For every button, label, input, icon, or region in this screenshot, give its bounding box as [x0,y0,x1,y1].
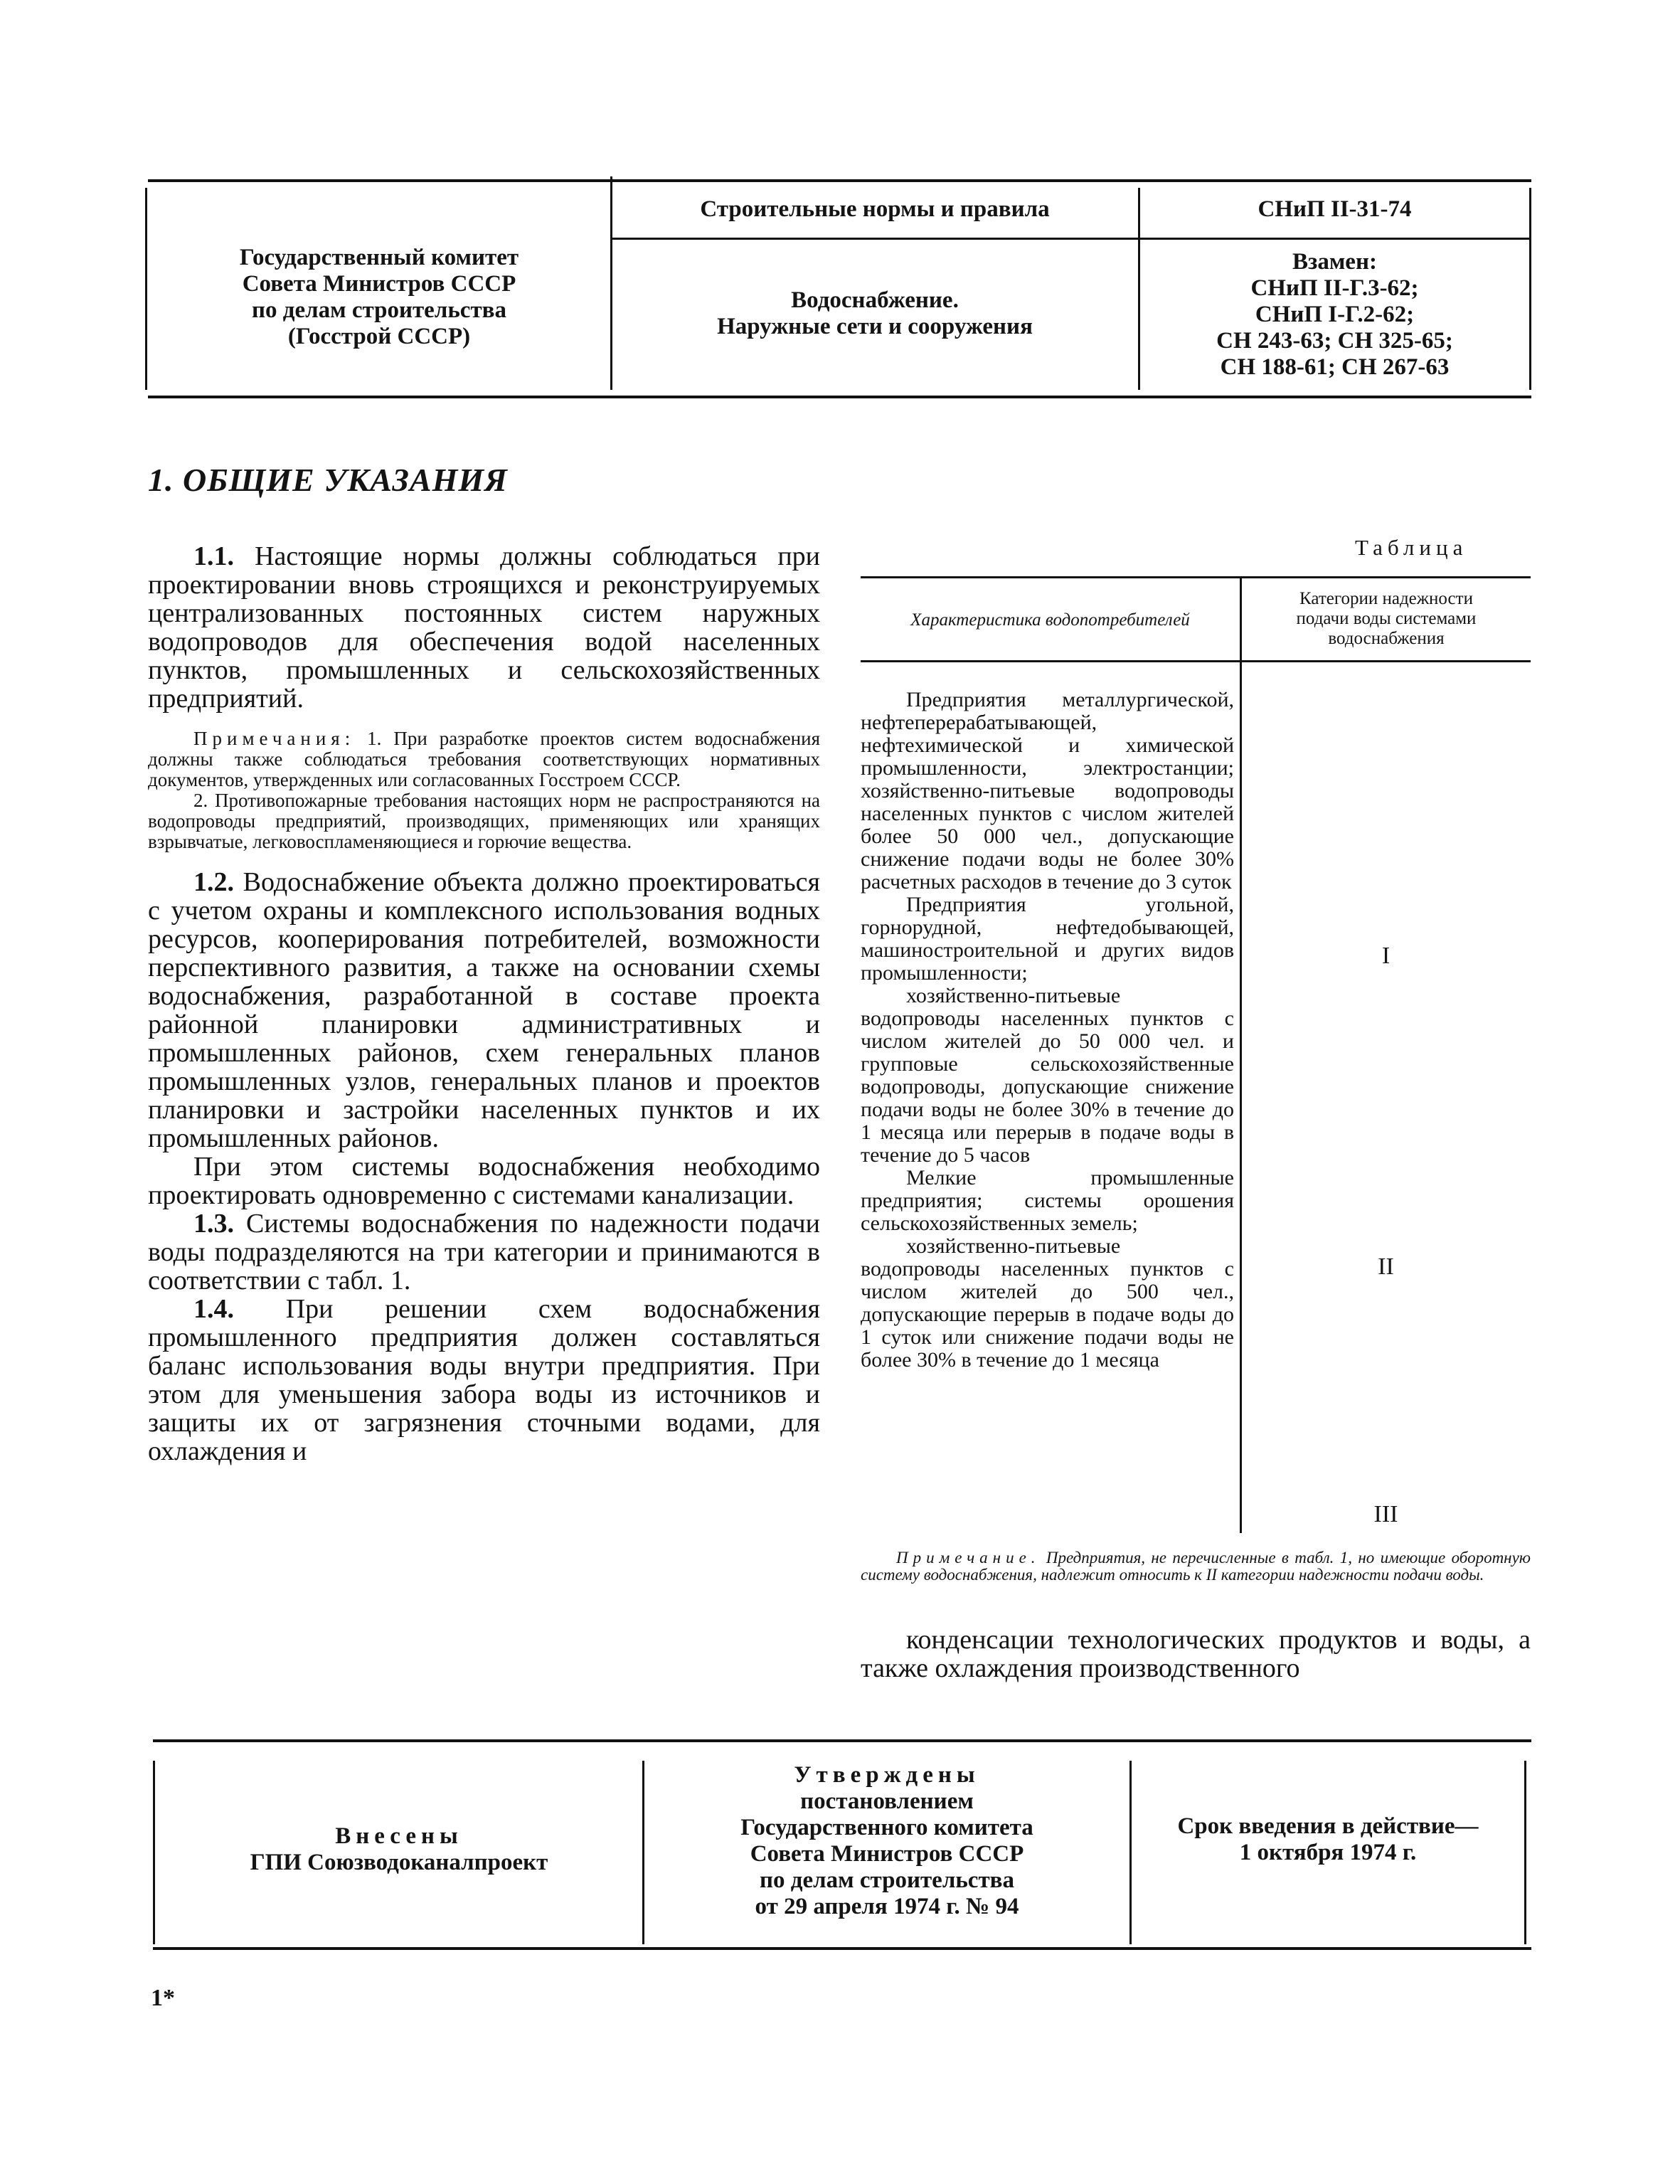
header-block [148,179,1531,398]
table-col-divider [1240,576,1242,1533]
header-org: Государственный комитет Совета Министров СССР по делам строительства (Госстрой СССР) [239,245,519,349]
table-label: Таблица [1355,535,1468,560]
category-3: III [1373,1501,1398,1527]
notes: Примечания: 1. При разработке проектов систем водоснабжения должны также соблюдаться требования соответствующих нормативных документов, утвержденных или согласованных Госстроем СССР. [148,728,820,790]
footer-introduced: Внесены ГПИ Союзводоканалпроект [250,1823,548,1875]
paragraph-1-2-cont: При этом системы водоснабжения необходимо проектировать одновременно с системами канализации. [148,1152,820,1210]
table-header-col2: Категории надежности подачи воды системами водоснабжения [1296,589,1477,648]
paragraph-1-1: 1.1. Настоящие нормы должны соблюдаться при проектировании вновь строящихся и реконструируемых централизованных постоянных систем наружных водопроводов для обеспечения водой населенных пунктов, промышленных и сельскохозяйственных предприятий. [148,541,820,714]
table-row-3: Мелкие промышленные предприятия; системы орошения сельскохозяйственных земель; [861,1166,1234,1235]
section-heading: 1. ОБЩИЕ УКАЗАНИЯ [148,462,508,498]
footer-divider [642,1761,644,1944]
header-divider [1529,188,1531,390]
table-body [861,689,1234,1372]
table-header-col1: Характеристика водопотребителей [910,610,1190,630]
category-1: I [1381,943,1391,969]
table-head-rule [861,660,1531,662]
table-top-rule [861,576,1531,578]
table-row-1: Предприятия металлургической, нефтеперерабатывающей, нефтехимической и химической промышленности, электростанции; хозяйственно-питьевые водопроводы населенных пунктов с числом жителей более 50 000 чел., допускающие снижение подачи воды не более 30% расчетных расходов в течение до 3 суток [861,688,1234,894]
footer-block [153,1739,1531,1950]
footer-approved: Утверждены постановлением Государственного комитета Совета Министров СССР по делам строительства от 29 апреля 1974 г. № 94 [740,1762,1033,1919]
header-replaces: Взамен: СНиП II-Г.3-62; СНиП I-Г.2-62; СН 243-63; СН 325-65; СН 188-61; СН 267-63 [1216,249,1453,380]
category-2: II [1378,1253,1394,1280]
header-doc-type: Строительные нормы и правила [700,196,1050,222]
table-note: Примечание. Предприятия, не перечисленные в табл. 1, но имеющие оборотную систему водоснабжения, надлежит относить к II категории надежности подачи воды. [861,1549,1531,1584]
right-continuation: конденсации технологических продуктов и воды, а также охлаждения производственного [861,1625,1531,1683]
page-mark: 1* [151,1985,175,2011]
paragraph-1-3: 1.3. Системы водоснабжения по надежности подачи воды подразделяются на три категории и принимаются в соответствии с табл. 1. [148,1209,820,1295]
header-title: Водоснабжение. Наружные сети и сооружения [717,287,1033,339]
footer-divider [1524,1761,1526,1944]
footer-effective: Срок введения в действие— 1 октября 1974 г. [1177,1813,1479,1865]
left-column [148,542,820,1465]
table-row-2b: хозяйственно-питьевые водопроводы населенных пунктов с числом жителей до 50 000 чел. и групповые сельскохозяйственные водопроводы, допускающие снижение подачи воды не более 30% в течение до 1 месяца или перерыв в подаче воды в течение до 5 часов [861,984,1234,1167]
paragraph-1-2: 1.2. Водоснабжение объекта должно проектироваться с учетом охраны и комплексного использования водных ресурсов, кооперирования потребителей, возможности перспективного развития, а также на основании схемы водоснабжения, разработанной в составе проекта районной планировки административных и промышленных районов, схем генеральных планов промышленных узлов, генеральных планов и проектов планировки и застройки населенных пунктов и их промышленных районов. [148,867,820,1153]
header-row-divider [612,238,1529,240]
header-doc-code: СНиП II-31-74 [1258,196,1412,222]
table-row-3b: хозяйственно-питьевые водопроводы населенных пунктов с числом жителей до 500 чел., допускающие перерыв в подаче воды до 1 суток или снижение подачи воды не более 30% в течение до 1 месяца [861,1234,1234,1372]
footer-divider [153,1761,155,1944]
note-2: 2. Противопожарные требования настоящих норм не распространяются на водопроводы предприятий, производящих, применяющих или хранящих взрывчатые, легковоспламеняющиеся и горючие вещества. [148,790,820,852]
header-divider [145,188,147,390]
footer-divider [1129,1761,1132,1944]
table-row-2: Предприятия угольной, горнорудной, нефтедобывающей, машиностроительной и других видов промышленности; [861,893,1234,985]
paragraph-1-4: 1.4. При решении схем водоснабжения промышленного предприятия должен составляться баланс использования воды внутри предприятия. При этом для уменьшения забора воды из источников и защиты их от загрязнения сточными водами, для охлаждения и [148,1294,820,1466]
